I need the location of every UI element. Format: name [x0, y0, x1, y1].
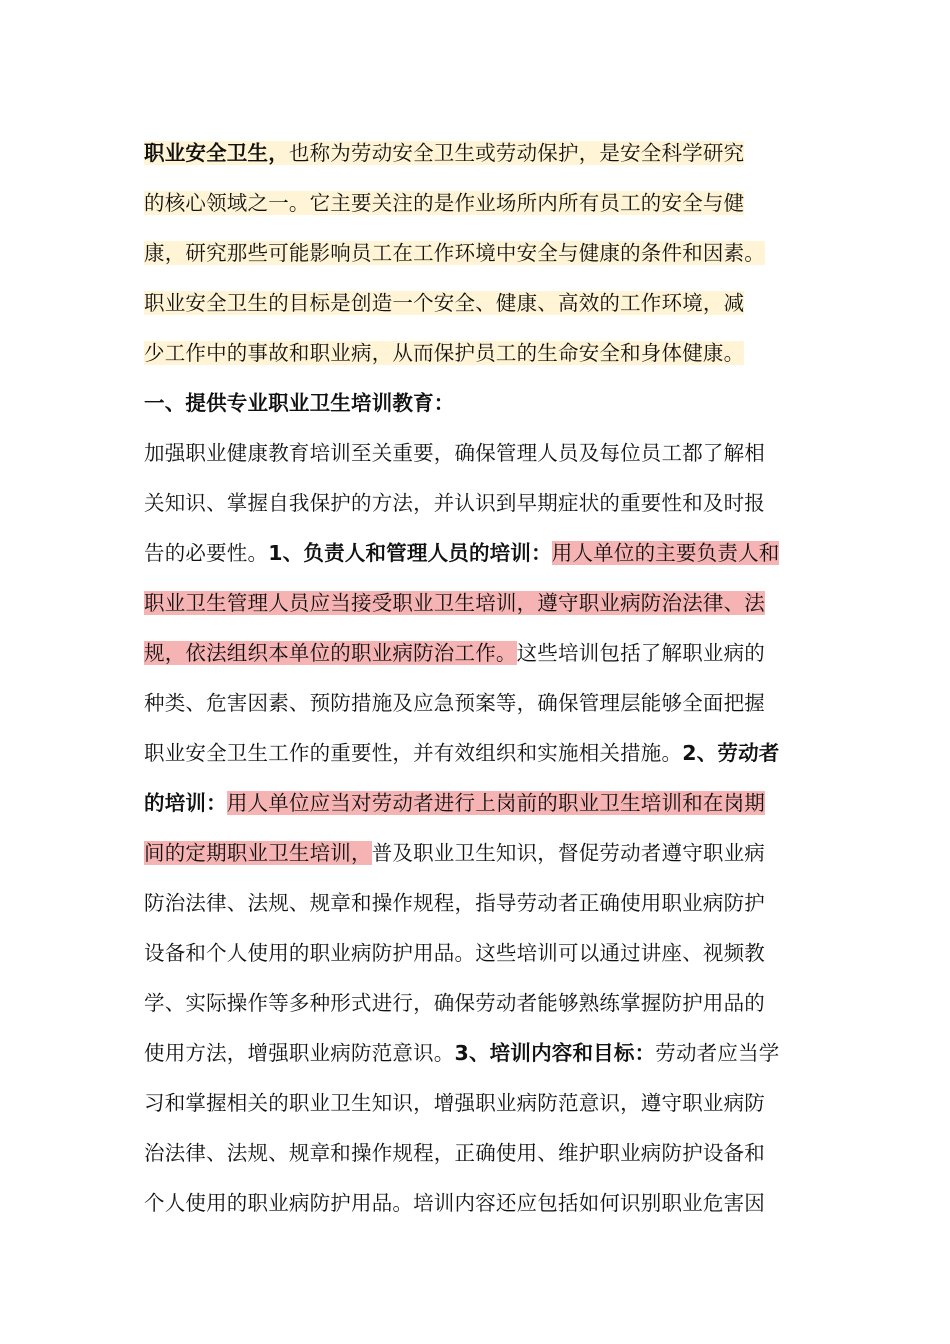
- section-heading: 一、提供专业职业卫生培训教育：: [144, 391, 455, 415]
- subheading-bold: 3、培训内容和目标：: [454, 1041, 656, 1065]
- paragraph-line: 关知识、掌握自我保护的方法，并认识到早期症状的重要性和及时报: [144, 491, 765, 515]
- text-span: 也称为劳动安全卫生或劳动保护，是安全科学研究: [288, 141, 745, 165]
- highlight-span: 用人单位应当对劳动者进行上岗前的职业卫生培训和在岗期: [226, 791, 766, 815]
- paragraph-line: 习和掌握相关的职业卫生知识，增强职业病防范意识，遵守职业病防: [144, 1091, 765, 1115]
- paragraph-line: [144, 828, 814, 878]
- paragraph-line: 学、实际操作等多种形式进行，确保劳动者能够熟练掌握防护用品的: [144, 991, 765, 1015]
- paragraph-line: [144, 278, 814, 328]
- subheading-bold: 的培训：: [144, 791, 227, 815]
- paragraph-line: [144, 728, 814, 778]
- subheading-bold: 1、负责人和管理人员的培训：: [268, 541, 552, 565]
- paragraph-line: [144, 328, 814, 378]
- text-span: 劳动者应当学: [655, 1041, 780, 1065]
- text-span: 的核心领域之一。它主要关注的是作业场所内所有员工的安全与健: [144, 191, 745, 215]
- highlight-span: 间的定期职业卫生培训，: [144, 841, 372, 865]
- paragraph-line: [144, 178, 814, 228]
- document-body: [144, 128, 814, 1228]
- subheading-bold: 2、劳动者: [682, 741, 780, 765]
- highlight-span: 规，依法组织本单位的职业病防治工作。: [144, 641, 517, 665]
- paragraph-line: 个人使用的职业病防护用品。培训内容还应包括如何识别职业危害因: [144, 1191, 765, 1215]
- paragraph-line: [144, 778, 814, 828]
- paragraph-line: [144, 228, 814, 278]
- paragraph-line: [144, 628, 814, 678]
- paragraph-line: [144, 528, 814, 578]
- text-span: 职业安全卫生的目标是创造一个安全、健康、高效的工作环境，减: [144, 291, 745, 315]
- text-span: 康，研究那些可能影响员工在工作环境中安全与健康的条件和因素。: [144, 241, 765, 265]
- paragraph-line: 治法律、法规、规章和操作规程，正确使用、维护职业病防护设备和: [144, 1141, 765, 1165]
- highlight-span: 用人单位的主要负责人和: [551, 541, 780, 565]
- text-span: 告的必要性。: [144, 541, 269, 565]
- term-bold: 职业安全卫生，: [144, 141, 289, 165]
- paragraph-line: 设备和个人使用的职业病防护用品。这些培训可以通过讲座、视频教: [144, 941, 765, 965]
- highlight-span: 职业卫生管理人员应当接受职业卫生培训，遵守职业病防治法律、法: [144, 591, 765, 615]
- paragraph-line: [144, 128, 814, 178]
- paragraph-line: [144, 1028, 814, 1078]
- text-span: 使用方法，增强职业病防范意识。: [144, 1041, 455, 1065]
- text-span: 职业安全卫生工作的重要性，并有效组织和实施相关措施。: [144, 741, 683, 765]
- text-span: 这些培训包括了解职业病的: [516, 641, 766, 665]
- paragraph-line: 防治法律、法规、规章和操作规程，指导劳动者正确使用职业病防护: [144, 891, 765, 915]
- text-span: 少工作中的事故和职业病，从而保护员工的生命安全和身体健康。: [144, 341, 745, 365]
- paragraph-line: 加强职业健康教育培训至关重要，确保管理人员及每位员工都了解相: [144, 441, 765, 465]
- text-span: 普及职业卫生知识，督促劳动者遵守职业病: [371, 841, 766, 865]
- paragraph-line: 种类、危害因素、预防措施及应急预案等，确保管理层能够全面把握: [144, 691, 765, 715]
- paragraph-line: [144, 578, 814, 628]
